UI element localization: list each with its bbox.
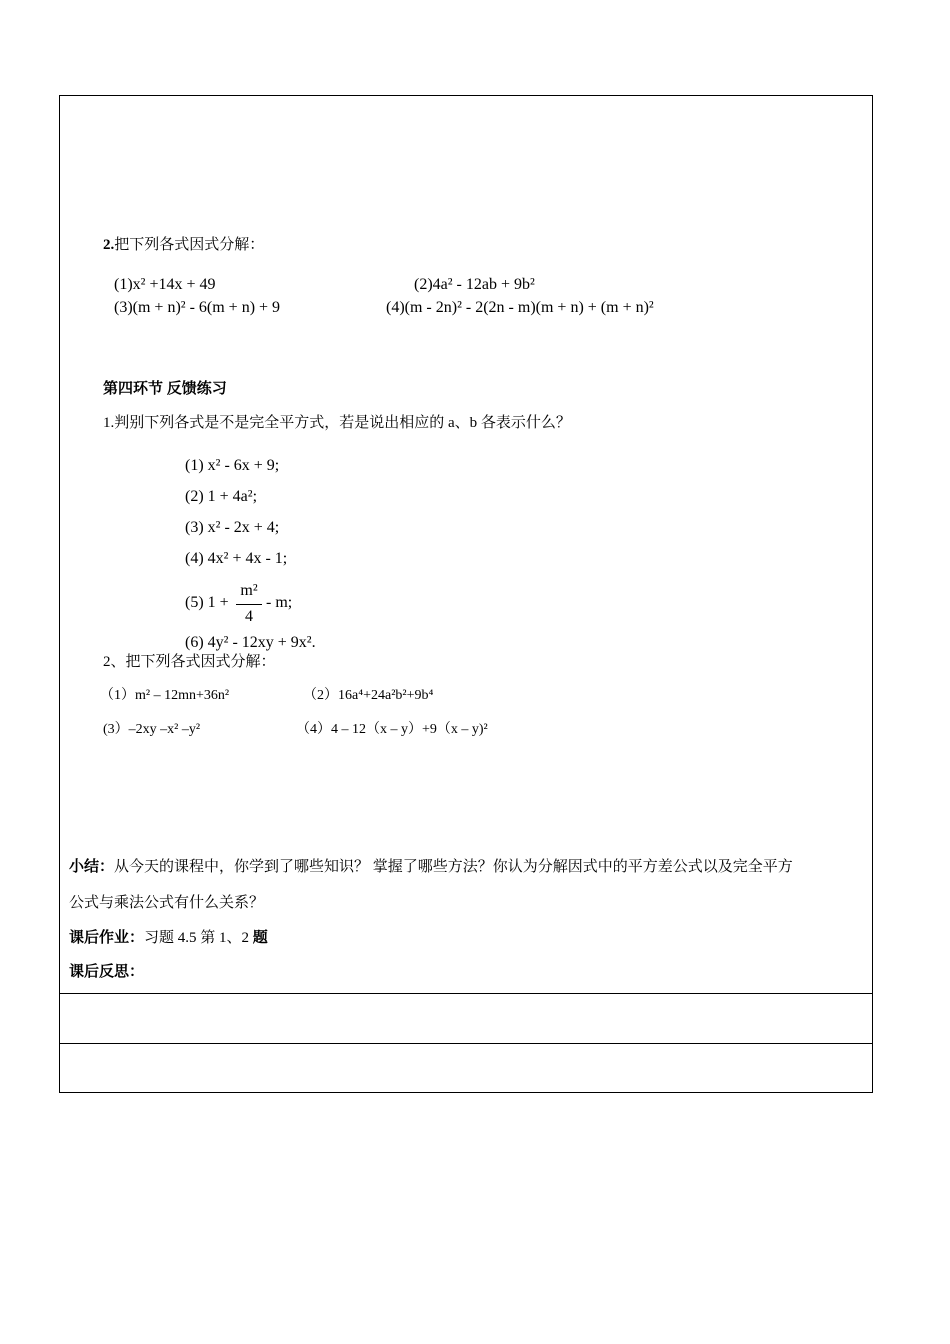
- q1-item-1: (1) x² - 6x + 9;: [185, 457, 280, 474]
- section2-item-3: (3)(m + n)² - 6(m + n) + 9: [114, 299, 281, 316]
- section2-item-2: (2)4a² - 12ab + 9b²: [414, 276, 535, 293]
- reflection-label: 课后反思：: [69, 964, 145, 980]
- q2-item-2: （2）16a⁴+24a²b²+9b⁴: [303, 688, 434, 703]
- q1-item-3: (3) x² - 2x + 4;: [185, 519, 280, 536]
- section4-question-1: 1.判别下列各式是不是完全平方式，若是说出相应的 a、b 各表示什么？: [103, 415, 571, 431]
- q1-item-2: (2) 1 + 4a²;: [185, 488, 258, 505]
- table-row-divider: [59, 993, 873, 994]
- fraction-numerator: m²: [240, 582, 258, 599]
- q1-item-5-tail: - m;: [266, 594, 293, 611]
- q2-item-4: （4）4 – 12（x – y）+9（x – y)²: [296, 722, 488, 737]
- q2-item-3: (3）–2xy –x² –y²: [103, 722, 201, 737]
- q1-item-5-fraction: [236, 580, 262, 628]
- q1-item-5: (5) 1 +: [185, 594, 229, 611]
- fraction-bar: [236, 604, 262, 605]
- summary-line-2: 公式与乘法公式有什么关系？: [69, 895, 265, 911]
- summary-line-1: 小结：从今天的课程中，你学到了哪些知识？ 掌握了哪些方法？你认为分解因式中的平方差公式以及完全平方: [69, 859, 793, 875]
- fraction-denominator: 4: [245, 608, 253, 625]
- section4-heading: 第四环节 反馈练习: [103, 381, 227, 397]
- section2-item-4: (4)(m - 2n)² - 2(2n - m)(m + n) + (m + n)²: [386, 299, 654, 316]
- section4-question-2: 2、把下列各式因式分解：: [103, 654, 276, 670]
- table-row-divider: [59, 1043, 873, 1044]
- section2-item-1: (1)x² +14x + 49: [114, 276, 216, 293]
- q1-item-6: (6) 4y² - 12xy + 9x².: [185, 634, 316, 651]
- q1-item-4: (4) 4x² + 4x - 1;: [185, 550, 288, 567]
- section2-title: 2.把下列各式因式分解：: [103, 237, 265, 253]
- homework: 课后作业：习题 4.5 第 1、2 题: [69, 930, 268, 946]
- q2-item-1: （1）m² – 12mn+36n²: [100, 688, 230, 703]
